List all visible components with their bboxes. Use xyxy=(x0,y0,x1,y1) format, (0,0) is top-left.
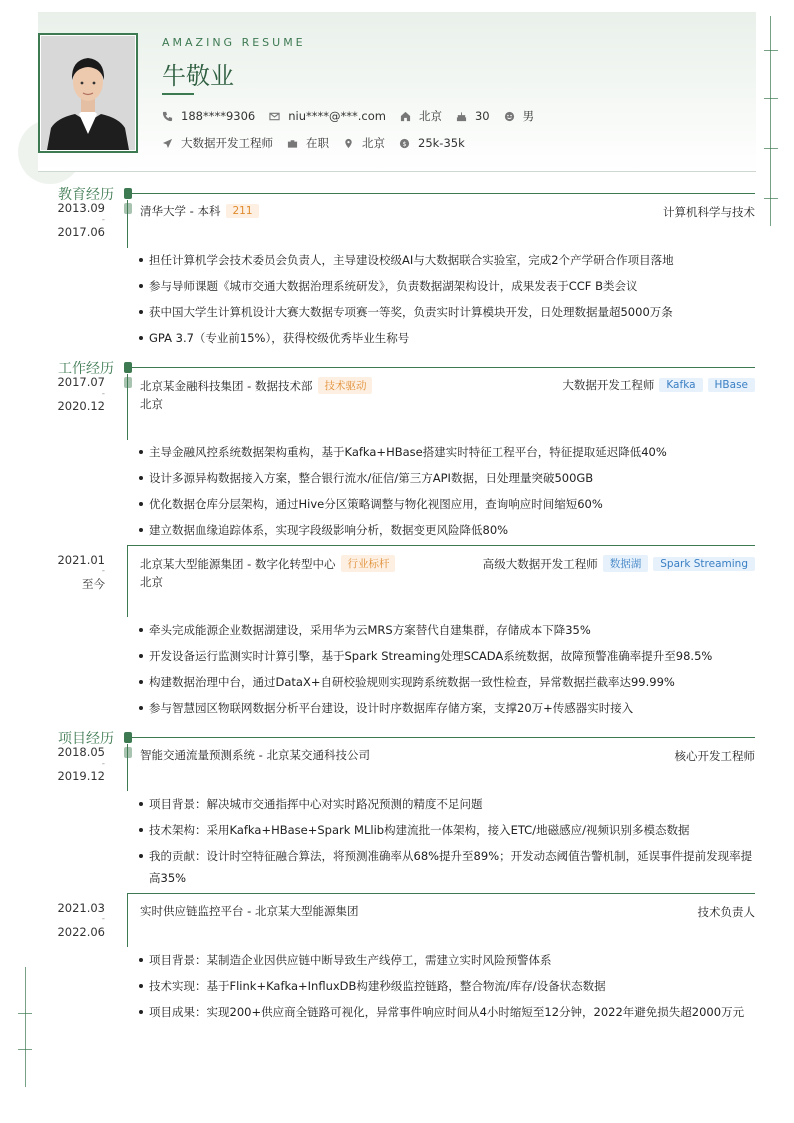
work-bullets xyxy=(138,441,756,545)
school-text: 清华大学 - 本科 xyxy=(140,204,221,218)
project-name xyxy=(140,903,358,919)
list-item: 主导金融风控系统数据架构重构，基于Kafka+HBase搭建实时特征工程平台，特征提取延迟降低40% xyxy=(138,441,756,463)
date-start: 2013.09 xyxy=(57,201,105,215)
phone-text: 188****9306 xyxy=(181,109,256,123)
company-text: 北京某金融科技集团 - 数据技术部 xyxy=(140,378,313,393)
smile-icon xyxy=(504,111,515,122)
list-item: 项目背景：解决城市交通指挥中心对实时路况预测的精度不足问题 xyxy=(138,793,756,815)
work-city: 北京 xyxy=(140,397,163,411)
project-text: 实时供应链监控平台 - 北京某大型能源集团 xyxy=(140,904,359,918)
phone-item xyxy=(162,109,255,123)
send-icon xyxy=(162,138,173,149)
skill-tag: 数据湖 xyxy=(603,555,649,572)
section-title-education: 教育经历 xyxy=(58,187,114,203)
status-text: 在职 xyxy=(306,136,329,150)
right-decor-tick xyxy=(764,198,778,199)
project-name xyxy=(140,747,370,763)
project-text: 智能交通流量预测系统 - 北京某交通科技公司 xyxy=(140,748,370,762)
age-text: 30 xyxy=(474,109,490,123)
location-item xyxy=(400,108,442,124)
timeline-line xyxy=(127,744,128,791)
date-end: 至今 xyxy=(82,577,105,591)
right-decor-tick xyxy=(764,148,778,149)
company-tag: 行业标杆 xyxy=(341,555,395,572)
home-icon xyxy=(400,111,411,122)
section-node xyxy=(124,362,132,373)
list-item: 开发设备运行监测实时计算引擎，基于Spark Streaming处理SCADA系统数据，故障预警准确率提升至98.5% xyxy=(138,645,756,667)
list-item: 设计多源异构数据接入方案，整合银行流水/征信/第三方API数据，日处理量突破500GB xyxy=(138,467,756,489)
section-line xyxy=(128,367,755,368)
list-item: GPA 3.7（专业前15%），获得校级优秀毕业生称号 xyxy=(138,327,756,349)
date-dash: - xyxy=(101,389,105,399)
section-node xyxy=(124,732,132,743)
brand-label: AMAZING RESUME xyxy=(162,36,306,49)
date-dash: - xyxy=(101,566,105,576)
company-name xyxy=(140,377,372,394)
location-text: 北京 xyxy=(418,109,442,123)
right-decor-line xyxy=(770,16,771,226)
date-end: 2017.06 xyxy=(57,225,105,239)
list-item: 担任计算机学会技术委员会负责人，主导建设校级AI与大数据联合实验室，完成2个产学研合作项目落地 xyxy=(138,249,756,271)
role-text: 大数据开发工程师 xyxy=(562,378,655,392)
job-target-text: 大数据开发工程师 xyxy=(181,136,273,150)
job-role xyxy=(483,555,755,572)
job-target-item xyxy=(162,135,273,151)
entry-divider xyxy=(127,893,755,894)
email-text: niu****@***.com xyxy=(288,109,386,123)
work-city: 北京 xyxy=(140,575,163,589)
role-text: 技术负责人 xyxy=(697,905,755,919)
coin-icon xyxy=(399,138,410,149)
job-role xyxy=(562,377,755,393)
entry-node xyxy=(124,377,132,388)
list-item: 项目背景：某制造企业因供应链中断导致生产线停工，需建立实时风险预警体系 xyxy=(138,949,756,971)
salary-item xyxy=(399,136,465,150)
list-item: 建立数据血缘追踪体系，实现字段级影响分析，数据变更风险降低80% xyxy=(138,519,756,541)
date-start: 2021.01 xyxy=(57,553,105,567)
header-divider xyxy=(38,171,756,172)
left-decor-line xyxy=(25,967,26,1087)
company-tag: 技术驱动 xyxy=(318,377,372,394)
section-title-work: 工作经历 xyxy=(58,361,114,377)
date-end: 2019.12 xyxy=(57,769,105,783)
salary-text: 25k-35k xyxy=(418,136,465,150)
role-text: 核心开发工程师 xyxy=(674,749,755,763)
date-dash: - xyxy=(101,914,105,924)
job-row xyxy=(162,134,479,152)
project-role xyxy=(675,748,756,764)
timeline-line xyxy=(127,893,128,947)
date-end: 2022.06 xyxy=(57,925,105,939)
date-dash: - xyxy=(101,759,105,769)
svg-text:$: $ xyxy=(402,139,407,148)
gender-text: 男 xyxy=(522,109,535,123)
skill-tag: Kafka xyxy=(659,378,702,392)
skill-tag: HBase xyxy=(708,378,755,392)
briefcase-icon xyxy=(287,138,298,149)
section-node xyxy=(124,188,132,199)
map-pin-icon xyxy=(343,138,354,149)
city-text: 北京 xyxy=(362,136,385,150)
entry-node xyxy=(124,203,132,214)
status-item xyxy=(287,135,329,151)
section-line xyxy=(128,193,755,194)
left-decor-tick xyxy=(18,1013,32,1014)
major-text: 计算机科学与技术 xyxy=(663,205,755,219)
date-start: 2017.07 xyxy=(57,375,105,389)
list-item: 技术实现：基于Flink+Kafka+InfluxDB构建秒级监控链路，整合物流/库存/设备状态数据 xyxy=(138,975,756,997)
candidate-name: 牛敬业 xyxy=(162,62,234,90)
right-decor-tick xyxy=(764,50,778,51)
date-dash: - xyxy=(101,215,105,225)
profile-photo xyxy=(41,36,135,150)
company-name xyxy=(140,555,395,572)
date-start: 2021.03 xyxy=(57,901,105,915)
timeline-line xyxy=(127,374,128,440)
major xyxy=(663,204,755,220)
left-decor-tick xyxy=(18,1049,32,1050)
entry-node xyxy=(124,747,132,758)
date-end: 2020.12 xyxy=(57,399,105,413)
project-role xyxy=(698,904,756,920)
email-item xyxy=(269,109,386,123)
timeline-line xyxy=(127,545,128,617)
work-bullets xyxy=(138,619,756,723)
age-item xyxy=(456,109,490,123)
skill-tag: Spark Streaming xyxy=(653,557,755,571)
date-start: 2018.05 xyxy=(57,745,105,759)
contact-row xyxy=(162,107,548,125)
school-tag: 211 xyxy=(226,204,258,218)
list-item: 我的贡献：设计时空特征融合算法，将预测准确率从68%提升至89%；开发动态阈值告警机制，延误事件提前发现率提高35% xyxy=(138,845,756,889)
entry-divider xyxy=(127,545,755,546)
company-text: 北京某大型能源集团 - 数字化转型中心 xyxy=(140,556,336,571)
mail-icon xyxy=(269,111,280,122)
education-bullets xyxy=(138,249,756,353)
phone-icon xyxy=(162,111,173,122)
project-bullets xyxy=(138,949,756,1027)
role-text: 高级大数据开发工程师 xyxy=(482,556,598,571)
list-item: 参与智慧园区物联网数据分析平台建设，设计时序数据库存储方案，支撑20万+传感器实时接入 xyxy=(138,697,756,719)
school-name xyxy=(140,203,259,219)
list-item: 构建数据治理中台，通过DataX+自研校验规则实现跨系统数据一致性检查，异常数据拦截率达99.99% xyxy=(138,671,756,693)
gender-item xyxy=(504,108,535,124)
section-line xyxy=(128,737,755,738)
right-decor-tick xyxy=(764,98,778,99)
project-bullets xyxy=(138,793,756,893)
list-item: 技术架构：采用Kafka+HBase+Spark MLlib构建流批一体架构，接入ETC/地磁感应/视频识别多模态数据 xyxy=(138,819,756,841)
city-item xyxy=(343,135,385,151)
list-item: 参与导师课题《城市交通大数据治理系统研发》，负责数据湖架构设计，成果发表于CCF B类会议 xyxy=(138,275,756,297)
name-underline xyxy=(162,93,194,95)
list-item: 项目成果：实现200+供应商全链路可视化，异常事件响应时间从4小时缩短至12分钟，2022年避免损失超2000万元 xyxy=(138,1001,756,1023)
timeline-line xyxy=(127,200,128,248)
list-item: 优化数据仓库分层架构，通过Hive分区策略调整与物化视图应用，查询响应时间缩短60% xyxy=(138,493,756,515)
cake-icon xyxy=(456,111,467,122)
list-item: 牵头完成能源企业数据湖建设，采用华为云MRS方案替代自建集群，存储成本下降35% xyxy=(138,619,756,641)
section-title-projects: 项目经历 xyxy=(58,731,114,747)
list-item: 获中国大学生计算机设计大赛大数据专项赛一等奖，负责实时计算模块开发，日处理数据量超5000万条 xyxy=(138,301,756,323)
